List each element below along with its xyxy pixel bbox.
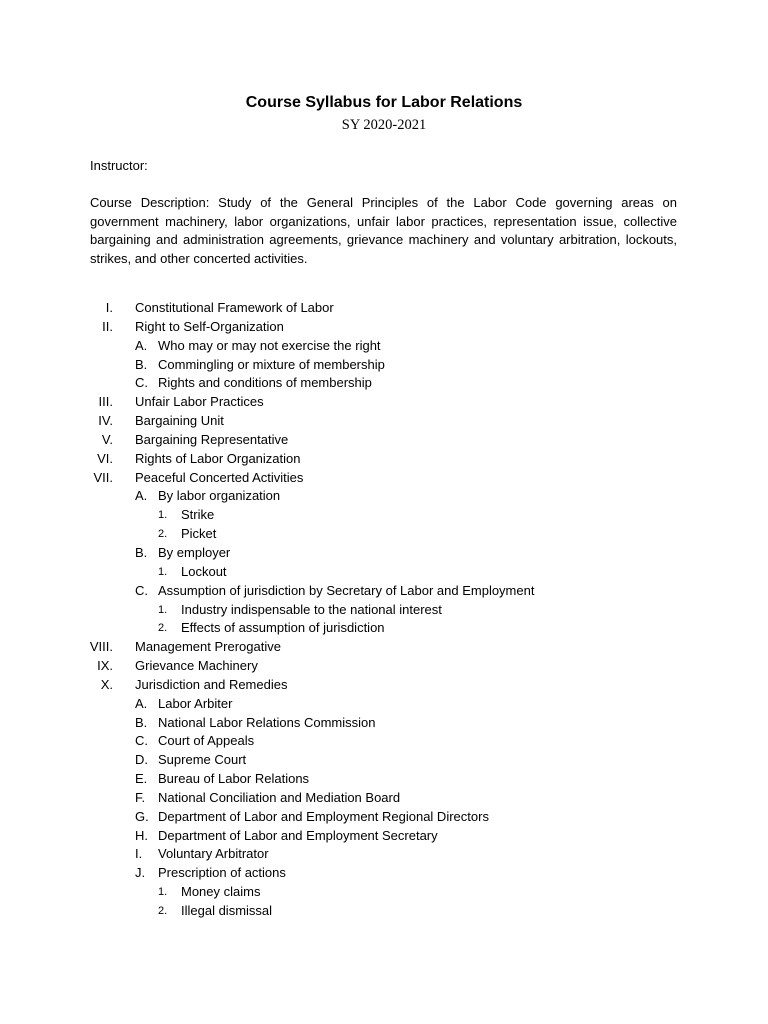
outline-item — [0, 374, 768, 393]
outline-item-text: Peaceful Concerted Activities — [135, 469, 304, 485]
outline-item-text: Unfair Labor Practices — [135, 394, 264, 410]
outline-item-text: Grievance Machinery — [135, 658, 258, 674]
course-outline — [0, 299, 768, 921]
outline-item — [0, 883, 768, 902]
outline-item-text: Rights of Labor Organization — [135, 450, 301, 466]
outline-item-number: 1. — [158, 509, 168, 522]
outline-item — [0, 770, 768, 789]
outline-item — [0, 864, 768, 883]
outline-item-number: I. — [105, 300, 113, 315]
outline-item — [0, 657, 768, 676]
outline-item-text: Labor Arbiter — [158, 695, 233, 711]
course-description-label: Course Description: — [90, 195, 210, 210]
outline-item-text: Picket — [181, 526, 217, 542]
outline-item-number: 2. — [158, 528, 168, 541]
outline-item — [0, 827, 768, 846]
outline-item-number: C. — [135, 582, 148, 598]
outline-item-number: A. — [135, 695, 148, 711]
outline-item-text: Prescription of actions — [158, 865, 286, 881]
outline-item-number: B. — [135, 544, 148, 560]
outline-item — [0, 619, 768, 638]
outline-item — [0, 393, 768, 412]
outline-item-text: Bargaining Unit — [135, 413, 224, 429]
outline-item — [0, 299, 768, 318]
outline-item-text: Effects of assumption of jurisdiction — [181, 620, 385, 636]
outline-item — [0, 845, 768, 864]
outline-item-text: Management Prerogative — [135, 639, 281, 655]
outline-item-number: G. — [135, 808, 149, 824]
outline-item — [0, 751, 768, 770]
outline-item-number: H. — [135, 827, 148, 843]
outline-item-text: Bureau of Labor Relations — [158, 771, 310, 787]
school-year-subtitle: SY 2020-2021 — [341, 117, 427, 133]
outline-item — [0, 638, 768, 657]
outline-item-text: By employer — [158, 544, 231, 560]
outline-item-text: Department of Labor and Employment Secretary — [158, 827, 438, 843]
outline-item-number: F. — [135, 789, 146, 805]
outline-item-text: Lockout — [181, 563, 227, 579]
outline-item-number: B. — [135, 356, 148, 372]
outline-item-text: Illegal dismissal — [181, 903, 273, 918]
outline-item-number: 1. — [158, 565, 168, 578]
outline-item — [0, 676, 768, 695]
outline-item-number: 2. — [158, 622, 168, 635]
outline-item — [0, 525, 768, 544]
outline-item — [0, 714, 768, 733]
outline-item-text: Department of Labor and Employment Regional Directors — [158, 808, 489, 824]
outline-item-text: Commingling or mixture of membership — [158, 356, 385, 372]
outline-item-text: Right to Self-Organization — [135, 318, 284, 334]
outline-item — [0, 469, 768, 488]
outline-item-number: V. — [101, 431, 113, 447]
outline-item-number: A. — [135, 488, 148, 504]
outline-item — [0, 356, 768, 375]
outline-item — [0, 789, 768, 808]
outline-item-number: II. — [102, 318, 113, 334]
outline-item-text: Who may or may not exercise the right — [158, 337, 381, 353]
course-description-text: Study of the General Principles of the Labor Code governing areas on government machinery, labor organizations, unfair labor practices, representation issue, collective bargaining and administration agreements, grievance machinery and voluntary arbitration, lockouts, strikes, and other concerted activities. — [90, 195, 677, 267]
outline-item-number: VI. — [97, 450, 113, 466]
outline-item-number: I. — [135, 846, 143, 862]
outline-item-number: B. — [135, 714, 148, 730]
outline-item — [0, 450, 768, 469]
outline-item-number: 1. — [158, 886, 168, 899]
outline-item — [0, 732, 768, 751]
outline-item — [0, 412, 768, 431]
outline-item — [0, 337, 768, 356]
outline-item-number: IX. — [97, 658, 113, 674]
outline-item — [0, 544, 768, 563]
outline-item-number: C. — [135, 733, 148, 749]
outline-item-number: 1. — [158, 603, 168, 616]
outline-item — [0, 601, 768, 620]
outline-item-text: Rights and conditions of membership — [158, 375, 372, 391]
outline-item-text: Supreme Court — [158, 752, 247, 768]
outline-item-text: Constitutional Framework of Labor — [135, 300, 334, 315]
outline-item-text: Industry indispensable to the national interest — [181, 601, 442, 617]
outline-item-number: X. — [100, 676, 113, 692]
outline-item-text: National Labor Relations Commission — [158, 714, 376, 730]
instructor-label: Instructor: — [90, 158, 148, 173]
outline-item-number: J. — [135, 865, 146, 881]
outline-item — [0, 506, 768, 525]
outline-item-text: Strike — [181, 507, 215, 523]
outline-item — [0, 695, 768, 714]
outline-item-text: National Conciliation and Mediation Board — [158, 789, 401, 805]
outline-item-number: VII. — [93, 469, 113, 485]
outline-item-number: 2. — [158, 905, 168, 917]
outline-item-text: Bargaining Representative — [135, 431, 289, 447]
outline-item-text: Voluntary Arbitrator — [158, 846, 269, 862]
outline-item — [0, 582, 768, 601]
outline-item-number: C. — [135, 375, 148, 391]
course-description — [90, 194, 677, 269]
outline-item-text: Money claims — [181, 884, 261, 900]
outline-item-number: A. — [135, 337, 148, 353]
outline-item-text: Assumption of jurisdiction by Secretary of Labor and Employment — [158, 582, 535, 598]
outline-item-number: VIII. — [89, 639, 113, 655]
outline-item — [0, 318, 768, 337]
outline-item-text: By labor organization — [158, 488, 281, 504]
outline-item-text: Court of Appeals — [158, 733, 255, 749]
outline-item-number: D. — [135, 752, 148, 768]
outline-item — [0, 902, 768, 921]
outline-item — [0, 563, 768, 582]
outline-item-number: III. — [98, 394, 113, 410]
outline-item-text: Jurisdiction and Remedies — [135, 676, 288, 692]
outline-item — [0, 808, 768, 827]
document-title: Course Syllabus for Labor Relations — [245, 94, 523, 111]
outline-item-number: IV. — [98, 413, 113, 429]
outline-item — [0, 431, 768, 450]
outline-item — [0, 487, 768, 506]
outline-item-number: E. — [135, 771, 148, 787]
